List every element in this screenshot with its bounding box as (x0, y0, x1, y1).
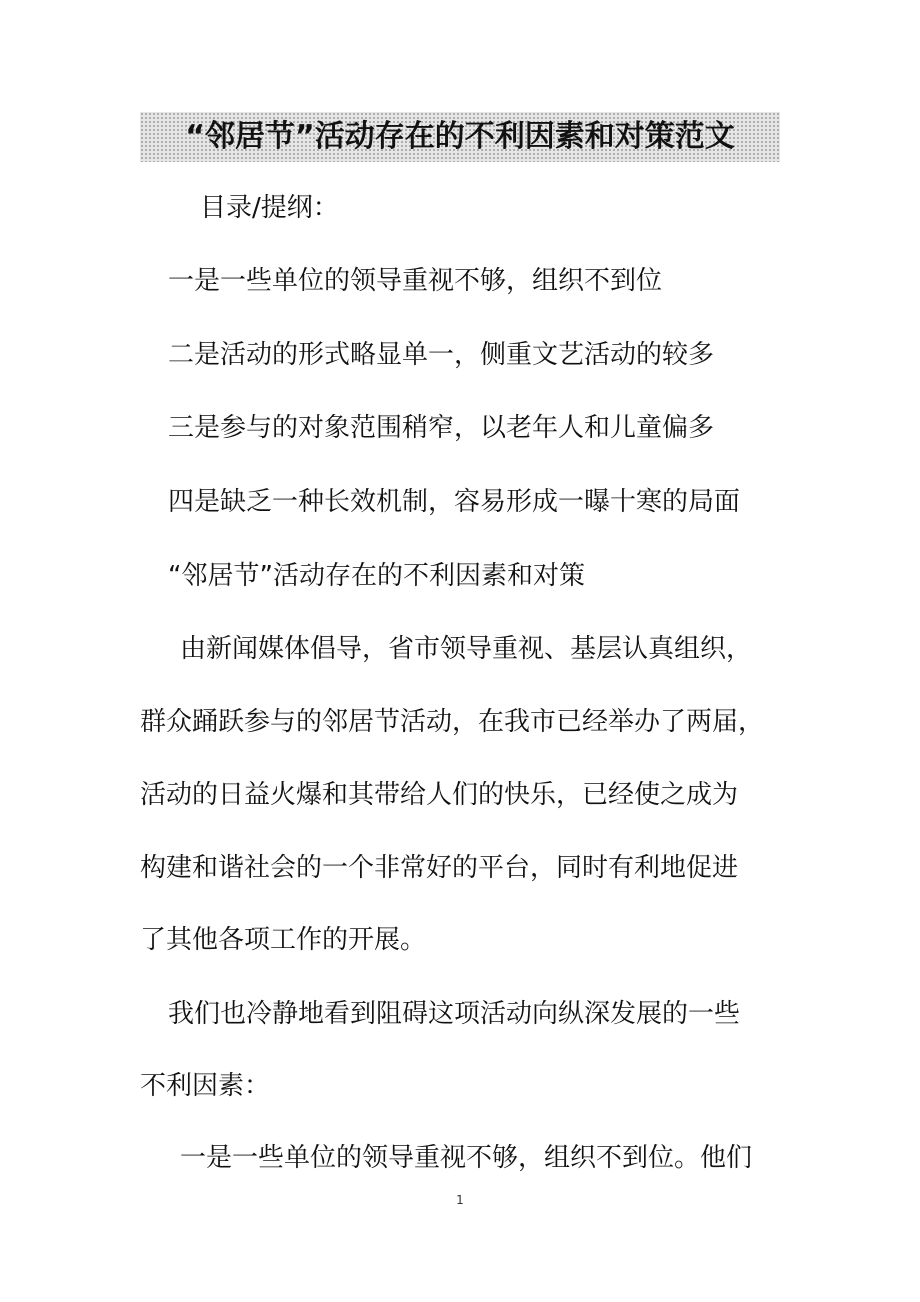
paragraph2-line-1: 我们也冷静地看到阻碍这项活动向纵深发展的一些 (168, 999, 741, 1029)
toc-item-3: 三是参与的对象范围稍窄，以老年人和儿童偏多 (168, 413, 715, 443)
toc-heading: 目录/提纲： (200, 193, 339, 223)
paragraph1-line-4: 构建和谐社会的一个非常好的平台，同时有利地促进 (140, 853, 739, 883)
paragraph1-line-5: 了其他各项工作的开展。 (140, 925, 427, 955)
section-subtitle: “邻居节”活动存在的不利因素和对策 (168, 561, 585, 591)
paragraph1-line-2: 群众踊跃参与的邻居节活动，在我市已经举办了两届， (140, 707, 765, 737)
paragraph1-line-1: 由新闻媒体倡导，省市领导重视、基层认真组织， (180, 634, 753, 664)
paragraph1-line-3: 活动的日益火爆和其带给人们的快乐，已经使之成为 (140, 780, 739, 810)
page-number: 1 (456, 1193, 464, 1207)
toc-item-1: 一是一些单位的领导重视不够，组织不到位 (168, 266, 663, 296)
toc-item-4: 四是缺乏一种长效机制，容易形成一曝十寒的局面 (168, 487, 741, 517)
toc-item-2: 二是活动的形式略显单一，侧重文艺活动的较多 (168, 340, 715, 370)
paragraph2-line-2: 不利因素： (140, 1071, 271, 1101)
document-title: “邻居节”活动存在的不利因素和对策范文 (140, 112, 780, 162)
paragraph3-line-1: 一是一些单位的领导重视不够，组织不到位。他们 (180, 1143, 753, 1173)
